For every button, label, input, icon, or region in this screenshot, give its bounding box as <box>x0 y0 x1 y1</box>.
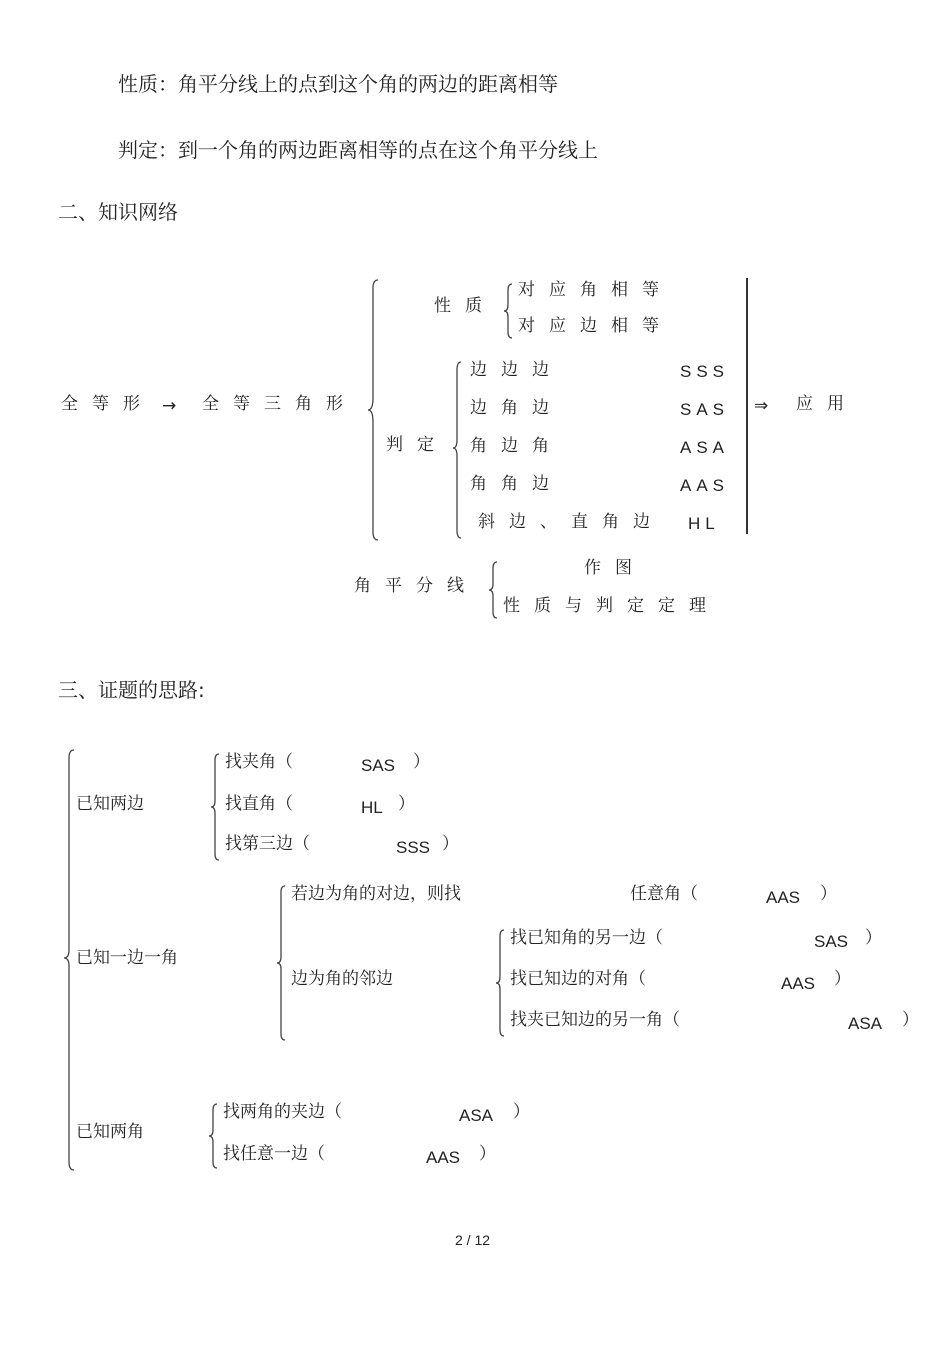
judgment-statement: 判定：到一个角的两边距离相等的点在这个角平分线上 <box>118 138 598 162</box>
bisector-item-construction: 作图 <box>584 558 646 578</box>
side-angle-adjacent-label: 边为角的邻边 <box>291 969 393 989</box>
judgment-item-hl: 斜边、直角边 <box>478 512 664 532</box>
node-judgment-label: 判定 <box>386 435 448 455</box>
judgment-abbr-asa: ASA <box>680 438 730 457</box>
section3-heading: 三、证题的思路: <box>58 678 205 702</box>
adjacent-item-other-angle: 找夹已知边的另一角（ <box>510 1010 680 1030</box>
two-angles-abbr-asa: ASA <box>459 1106 494 1125</box>
judgment-abbr-hl: HL <box>688 514 720 533</box>
judgment-item-aas: 角角边 <box>470 474 563 494</box>
case-two-sides-label: 已知两边 <box>76 794 144 814</box>
two-sides-abbr-sss: SSS <box>396 838 431 857</box>
judgment-item-sss: 边边边 <box>470 360 563 380</box>
adjacent-item-opposite-angle: 找已知边的对角（ <box>510 969 646 989</box>
two-sides-abbr-hl: HL <box>361 798 383 817</box>
case-two-angles-label: 已知两角 <box>76 1122 144 1142</box>
brace-side-angle <box>275 884 287 1042</box>
two-sides-item-included-angle: 找夹角（ <box>225 752 293 772</box>
section2-heading: 二、知识网络 <box>58 200 178 224</box>
adjacent-abbr-aas: AAS <box>781 974 816 993</box>
arrow-right-icon: → <box>162 396 177 416</box>
adjacent-abbr-asa: ASA <box>848 1014 883 1033</box>
brace-triangle <box>366 278 380 542</box>
side-angle-opposite-close: ） <box>820 884 837 904</box>
side-angle-opposite-abbr-aas: AAS <box>766 888 801 907</box>
page-number: 2 / 12 <box>455 1232 491 1248</box>
brace-proof-ideas <box>62 748 76 1172</box>
two-angles-item-included-side: 找两角的夹边（ <box>223 1102 342 1122</box>
brace-two-sides <box>209 752 221 862</box>
adjacent-item-other-side: 找已知角的另一边（ <box>510 928 663 948</box>
adjacent-close-2: ） <box>902 1010 919 1030</box>
node-application: 应用 <box>796 394 858 414</box>
node-congruent-triangles: 全等三角形 <box>202 394 357 414</box>
two-angles-close-0: ） <box>513 1102 530 1122</box>
side-angle-opposite-case: 若边为角的对边，则找 <box>291 884 461 904</box>
property-item-sides: 对应边相等 <box>518 316 673 336</box>
bisector-item-theorems: 性质与判定定理 <box>503 596 720 616</box>
two-sides-close-1: ） <box>398 794 415 814</box>
node-angle-bisector: 角平分线 <box>354 576 478 596</box>
two-sides-item-right-angle: 找直角（ <box>225 794 293 814</box>
two-angles-item-any-side: 找任意一边（ <box>223 1144 325 1164</box>
judgment-item-sas: 边角边 <box>470 398 563 418</box>
root-node-congruent-figures: 全等形 <box>61 394 154 414</box>
node-property-label: 性质 <box>434 296 496 316</box>
side-angle-opposite-target: 任意角（ <box>630 884 698 904</box>
brace-bisector <box>487 560 499 620</box>
brace-property <box>502 282 514 340</box>
judgment-abbr-sas: SAS <box>680 400 730 419</box>
two-sides-close-0: ） <box>413 752 430 772</box>
case-side-angle-label: 已知一边一角 <box>76 948 178 968</box>
judgment-abbr-sss: SSS <box>680 362 730 381</box>
property-item-angles: 对应角相等 <box>518 280 673 300</box>
implies-arrow-icon: ⇒ <box>754 396 769 416</box>
adjacent-close-1: ） <box>834 969 851 989</box>
brace-adjacent <box>494 928 506 1038</box>
two-sides-close-2: ） <box>442 834 459 854</box>
judgment-abbr-aas: AAS <box>680 476 730 495</box>
brace-judgment <box>451 360 463 540</box>
judgment-item-asa: 角边角 <box>470 436 563 456</box>
two-sides-abbr-sas: SAS <box>361 756 396 775</box>
right-brace-line <box>746 278 748 534</box>
brace-two-angles <box>207 1102 219 1170</box>
property-statement: 性质：角平分线上的点到这个角的两边的距离相等 <box>118 72 558 96</box>
adjacent-close-0: ） <box>865 928 882 948</box>
two-sides-item-third-side: 找第三边（ <box>225 834 310 854</box>
two-angles-close-1: ） <box>479 1144 496 1164</box>
adjacent-abbr-sas: SAS <box>814 932 849 951</box>
two-angles-abbr-aas: AAS <box>426 1148 461 1167</box>
